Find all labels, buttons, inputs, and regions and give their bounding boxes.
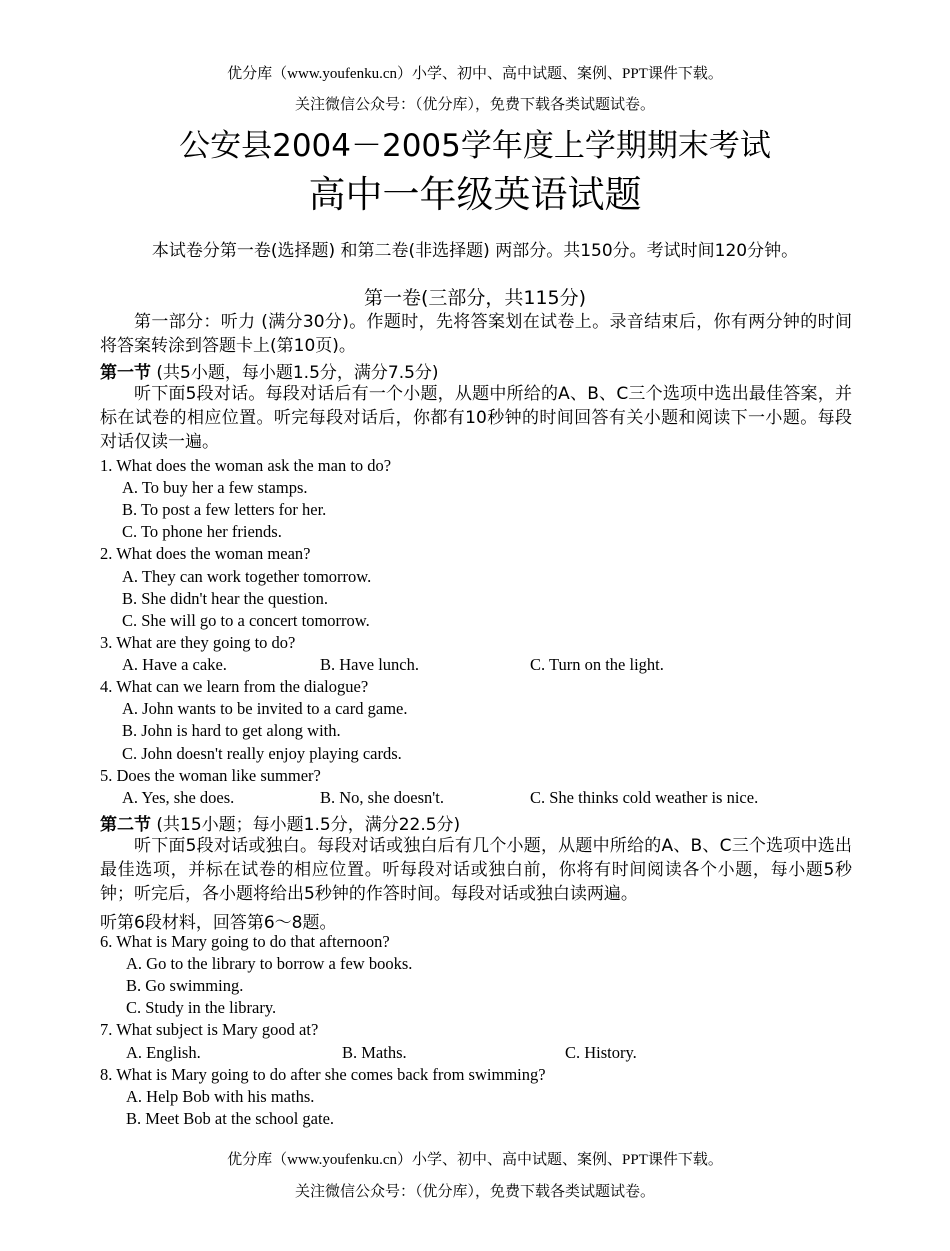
header-ad-line-1: 优分库（www.youfenku.cn）小学、初中、高中试题、案例、PPT课件下载。: [227, 66, 723, 82]
question-5: 5. Does the woman like summer?: [100, 766, 321, 785]
q7-option-a: A. English.: [126, 1043, 201, 1062]
q8-option-b: B. Meet Bob at the school gate.: [126, 1109, 335, 1128]
exam-subtitle: 高中一年级英语试题: [308, 173, 642, 216]
q4-option-a: A. John wants to be invited to a card game.: [122, 699, 408, 718]
section2-instructions: 听下面5段对话或独白。每段对话或独白后有几个小题，从题中所给的A、B、C三个选项中选出最佳选项，并标在试卷的相应位置。听每段对话或独白前，你将有时间阅读各个小题，每小题5秒钟；听完后，各小题将给出5秒钟的作答时间。每段对话或独白读两遍。: [100, 836, 852, 904]
q4-option-c: C. John doesn't really enjoy playing cards.: [122, 744, 402, 763]
footer-ad-line-2: 关注微信公众号：（优分库），免费下载各类试题试卷。: [294, 1184, 655, 1200]
section1-meta: (共5小题，每小题1.5分，满分7.5分): [156, 363, 439, 383]
q5-option-c: C. She thinks cold weather is nice.: [530, 788, 759, 807]
part1-instructions: 第一部分：听力 (满分30分)。作题时，先将答案划在试卷上。录音结束后，你有两分钟的时间将答案转涂到答题卡上(第10页)。: [100, 312, 852, 356]
section1-instructions: 听下面5段对话。每段对话后有一个小题，从题中所给的A、B、C三个选项中选出最佳答案，并标在试卷的相应位置。听完每段对话后，你都有10秒钟的时间回答有关小题和阅读下一小题。每段对话仅读一遍。: [100, 384, 852, 452]
q2-option-a: A. They can work together tomorrow.: [122, 567, 372, 586]
section2-header: [100, 810, 460, 835]
q2-option-c: C. She will go to a concert tomorrow.: [122, 611, 370, 630]
volume1-heading: 第一卷(三部分，共115分): [363, 287, 587, 309]
q3-option-a: A. Have a cake.: [122, 655, 227, 674]
q8-option-a: A. Help Bob with his maths.: [126, 1087, 315, 1106]
question-4: 4. What can we learn from the dialogue?: [100, 677, 369, 696]
q3-option-b: B. Have lunch.: [320, 655, 419, 674]
q7-option-c: C. History.: [565, 1043, 637, 1062]
question-3: 3. What are they going to do?: [100, 633, 296, 652]
question-2: 2. What does the woman mean?: [100, 544, 311, 563]
q5-option-b: B. No, she doesn't.: [320, 788, 444, 807]
q6-option-a: A. Go to the library to borrow a few books.: [126, 954, 413, 973]
q7-option-b: B. Maths.: [342, 1043, 407, 1062]
question-7: 7. What subject is Mary good at?: [100, 1020, 319, 1039]
footer-ad-line-1: 优分库（www.youfenku.cn）小学、初中、高中试题、案例、PPT课件下载。: [227, 1152, 723, 1168]
header-ad-line-2: 关注微信公众号：（优分库），免费下载各类试题试卷。: [294, 97, 655, 113]
exam-title: 公安县2004－2005学年度上学期期末考试: [179, 128, 771, 164]
q4-option-b: B. John is hard to get along with.: [122, 721, 341, 740]
exam-intro: 本试卷分第一卷(选择题) 和第二卷(非选择题) 两部分。共150分。考试时间120分钟。: [151, 241, 799, 261]
q6-option-b: B. Go swimming.: [126, 976, 244, 995]
section2-meta: (共15小题；每小题1.5分，满分22.5分): [156, 815, 461, 835]
q6-option-c: C. Study in the library.: [126, 998, 277, 1017]
q1-option-c: C. To phone her friends.: [122, 522, 282, 541]
question-1: 1. What does the woman ask the man to do?: [100, 456, 392, 475]
q1-option-a: A. To buy her a few stamps.: [122, 478, 308, 497]
q2-option-b: B. She didn't hear the question.: [122, 589, 328, 608]
section1-label: 第一节: [100, 363, 151, 383]
q5-option-a: A. Yes, she does.: [122, 788, 235, 807]
q1-option-b: B. To post a few letters for her.: [122, 500, 327, 519]
question-6: 6. What is Mary going to do that afternoon?: [100, 932, 390, 951]
question-8: 8. What is Mary going to do after she comes back from swimming?: [100, 1065, 546, 1084]
q3-option-c: C. Turn on the light.: [530, 655, 664, 674]
section2-label: 第二节: [100, 815, 151, 835]
section1-header: [100, 358, 439, 383]
material-note: 听第6段材料，回答第6～8题。: [100, 913, 337, 933]
